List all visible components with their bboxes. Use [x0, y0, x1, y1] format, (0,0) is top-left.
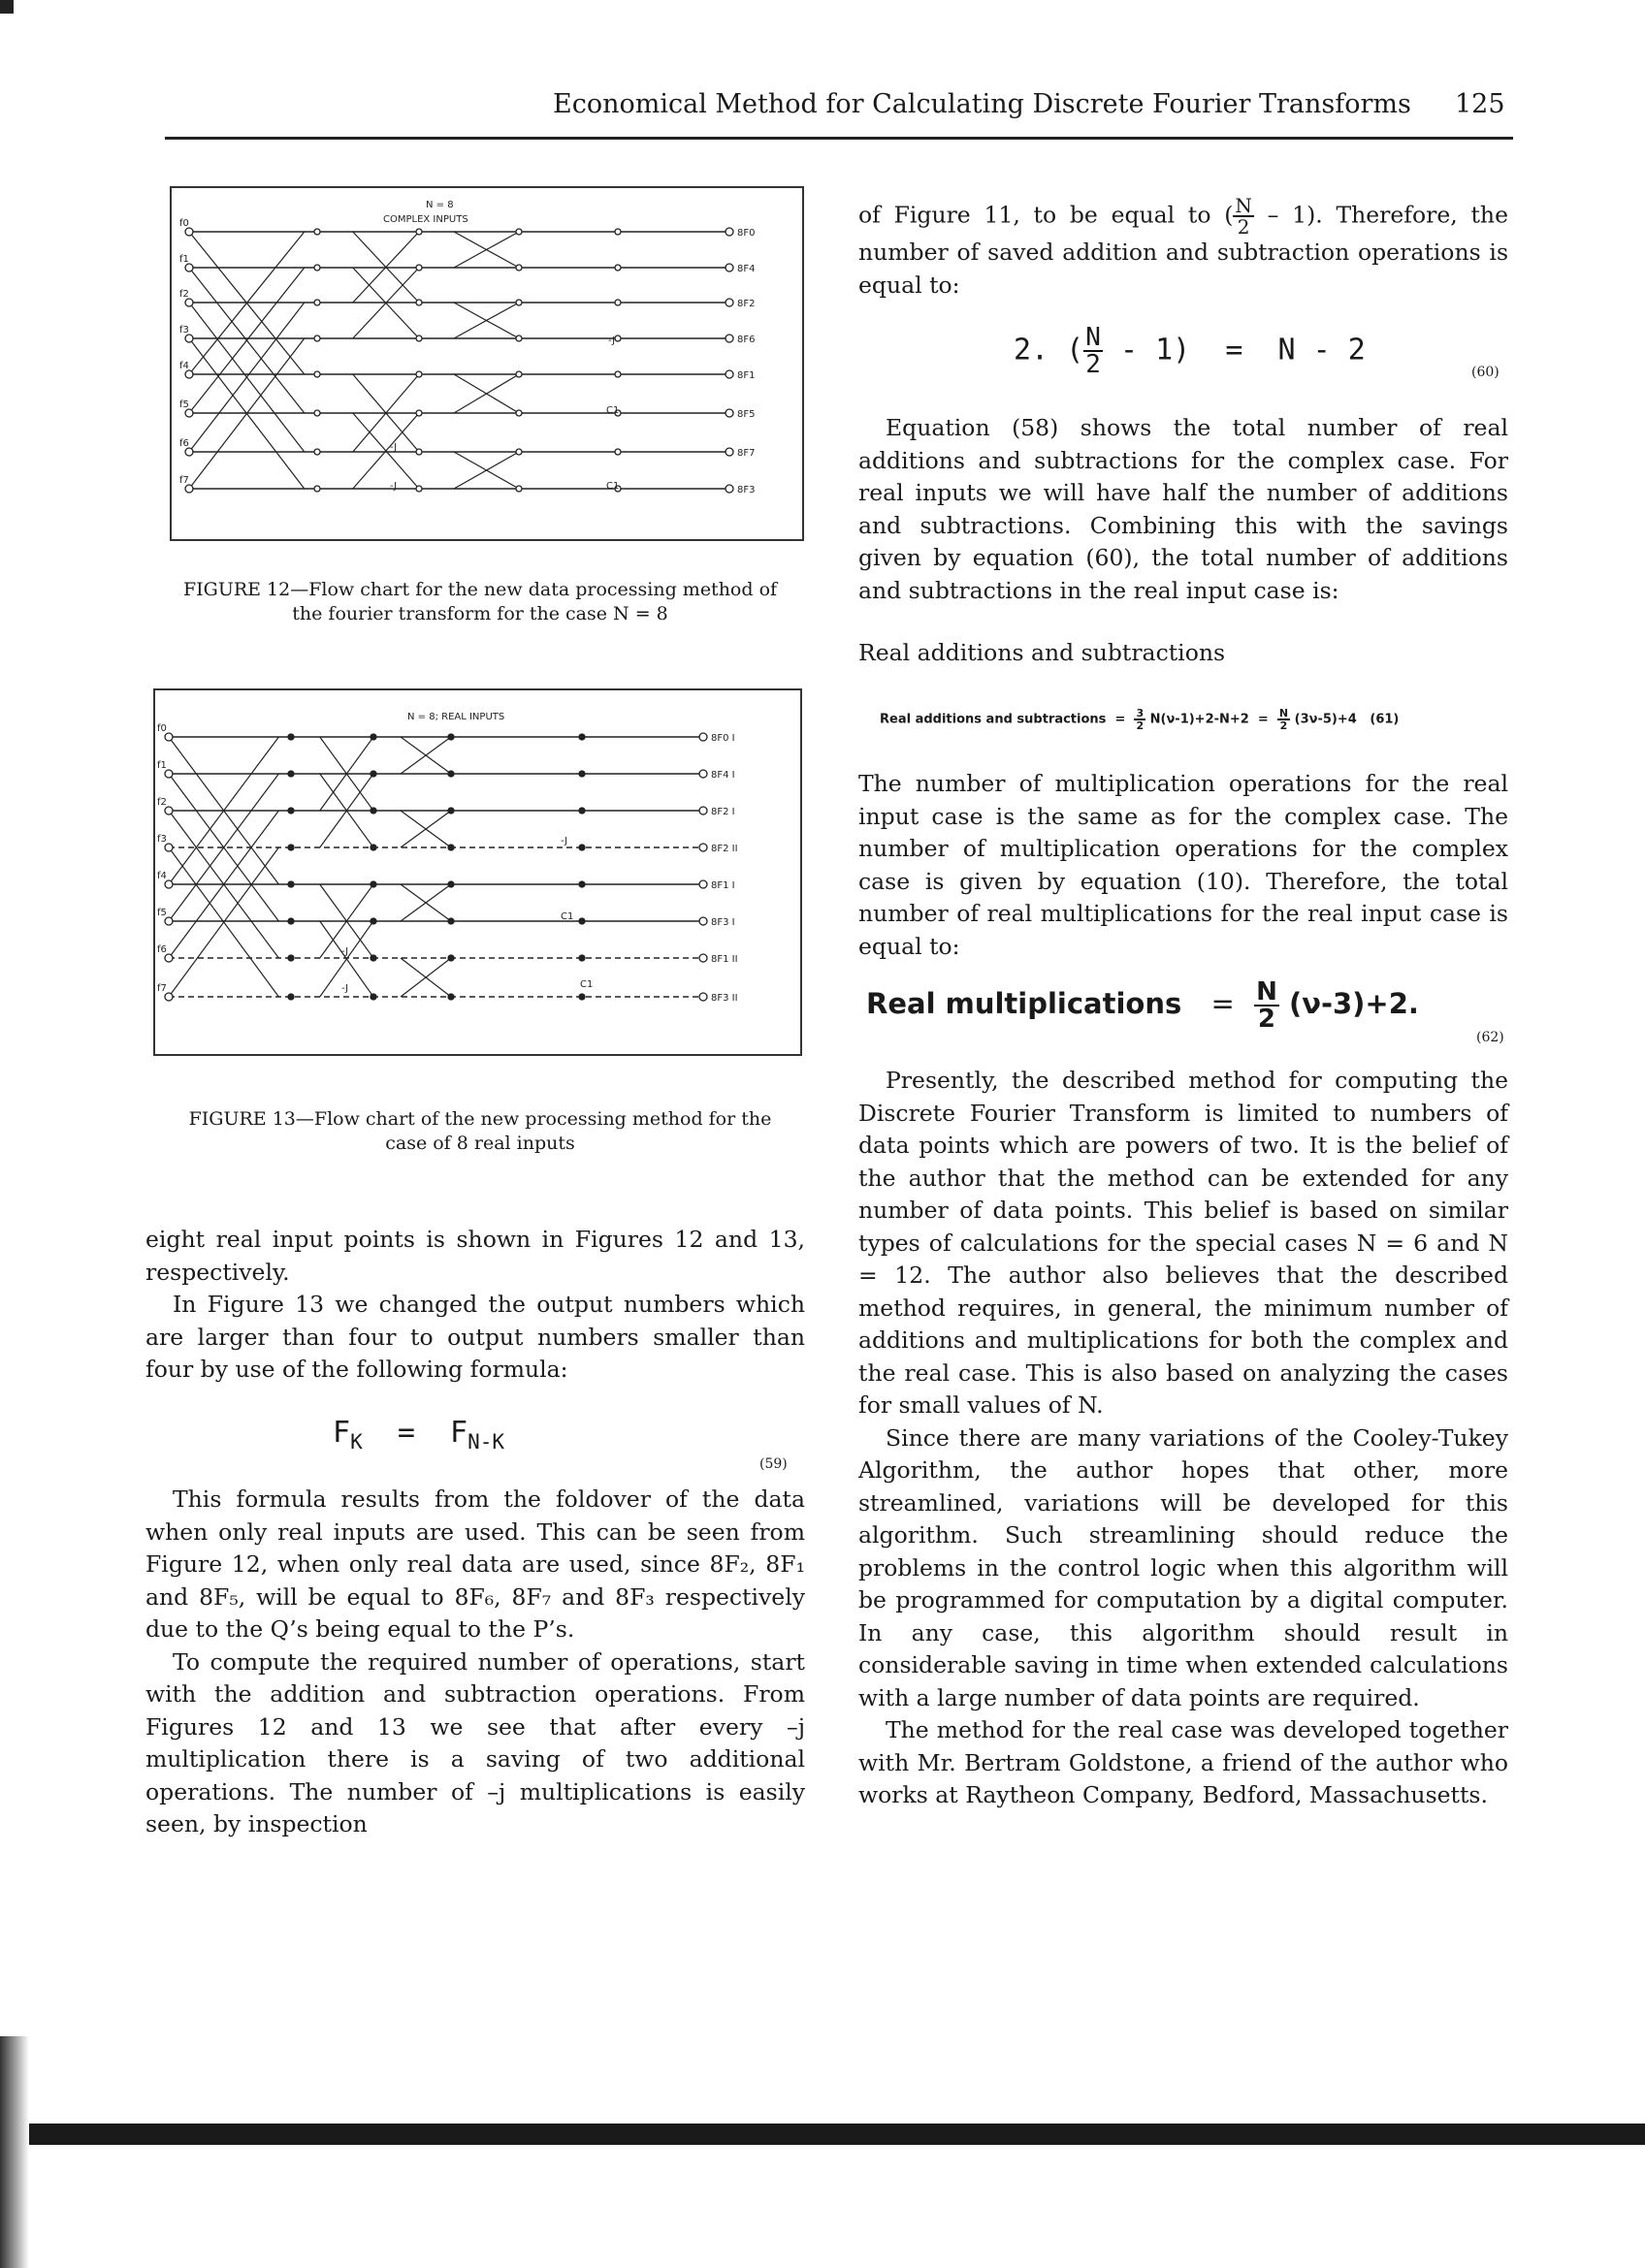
flow-node — [314, 486, 320, 492]
flow-node — [579, 918, 585, 924]
flow-node — [726, 409, 733, 417]
flow-node — [371, 994, 376, 1000]
caption-line: FIGURE 12—Flow chart for the new data processing method of — [182, 579, 778, 600]
flow-node — [448, 771, 454, 777]
output-label: 8F4 I — [711, 770, 735, 781]
flow-node — [165, 770, 173, 778]
flow-node — [371, 845, 376, 850]
caption-line: the fourier transform for the case N = 8 — [292, 603, 668, 624]
flow-node — [314, 335, 320, 341]
flow-node — [726, 299, 733, 306]
input-label: f0 — [157, 723, 167, 734]
input-label: f4 — [179, 361, 189, 371]
output-label: 8F2 II — [711, 844, 738, 854]
eq-subscript: N-K — [468, 1430, 505, 1453]
flow-node — [516, 410, 522, 416]
flow-node — [579, 771, 585, 777]
eq-part: 2. ( — [1014, 333, 1084, 367]
paragraph: To compute the required number of operations, start with the addition and subtraction operations. From Figures 12 and 13 we see that after every –j multiplication there is a saving of two additional operations. The number of –j multiplications is easily seen, by inspection — [145, 1647, 805, 1837]
equation-number-60: (60) — [1471, 365, 1500, 380]
fraction-numerator: N — [1235, 194, 1252, 217]
input-label: f7 — [157, 983, 167, 994]
input-label: f6 — [157, 944, 167, 955]
page-number: 125 — [1455, 89, 1505, 119]
eq-equals: = — [1210, 987, 1235, 1020]
figure-12-caption — [145, 578, 815, 626]
flow-node — [448, 955, 454, 961]
fraction — [1254, 979, 1279, 1032]
input-label: f2 — [157, 797, 167, 808]
caption-line: case of 8 real inputs — [385, 1133, 575, 1154]
flow-node — [371, 918, 376, 924]
flow-node — [314, 265, 320, 271]
paragraph: Equation (58) shows the total number of real additions and subtractions for the complex case. For real inputs we will have half the number of additions and subtractions. Combining this with the savings given by equation (60), the total number of additions and subtractions in the real input case is: — [858, 414, 1508, 604]
output-label: 8F1 — [737, 370, 756, 381]
right-column-p2 — [858, 412, 1508, 607]
output-label: 8F4 — [737, 264, 756, 274]
flow-node — [185, 228, 193, 236]
eq-symbol: F — [450, 1416, 468, 1450]
flow-node — [314, 410, 320, 416]
flow-node — [288, 955, 294, 961]
flow-node — [726, 264, 733, 272]
input-label: f1 — [179, 254, 189, 265]
input-label: f0 — [179, 218, 189, 229]
fraction — [1233, 196, 1254, 237]
flow-node — [416, 335, 422, 341]
multiplier-label: -J — [390, 442, 398, 453]
eq-part: N(ν-1)+2-N+2 — [1149, 712, 1249, 727]
flow-node — [448, 734, 454, 740]
input-label: f3 — [157, 834, 167, 845]
multiplier-label: -J — [341, 946, 349, 957]
input-label: f6 — [179, 438, 189, 449]
flow-node — [448, 845, 454, 850]
fraction-denominator: 2 — [1085, 350, 1101, 379]
output-label: 8F3 I — [711, 917, 735, 928]
output-label: 8F0 — [737, 228, 756, 239]
eq-part: (3ν-5)+4 — [1294, 712, 1357, 727]
fraction-denominator: 2 — [1237, 215, 1250, 239]
output-label: 8F5 — [737, 409, 756, 420]
multiplier-label: -J — [561, 836, 568, 847]
flow-node — [288, 918, 294, 924]
output-label: 8F7 — [737, 448, 756, 459]
output-label: 8F1 I — [711, 880, 735, 891]
right-column-p3 — [858, 637, 1508, 670]
eq-part: - 1) = N - 2 — [1102, 333, 1366, 367]
flow-node — [371, 734, 376, 740]
flow-node — [288, 734, 294, 740]
fraction-denominator: 2 — [1257, 1005, 1275, 1034]
figure-12-flowchart — [172, 188, 802, 539]
paragraph: Presently, the described method for computing the Discrete Fourier Transform is limited to numbers of data points which are powers of two. It is the belief of the author that the method can be extended for any number of data points. This belief is based on similar types of calculations for the special cases N = 6 and N = 12. The author also believes that the described method requires, in general, the minimum number of additions and multiplications for both the complex and the real case. This is also based on analyzing the cases for small values of N. — [858, 1067, 1508, 1419]
flow-node — [579, 955, 585, 961]
flow-node — [579, 845, 585, 850]
caption-line: FIGURE 13—Flow chart of the new processing method for the — [188, 1108, 772, 1130]
flow-node — [579, 734, 585, 740]
paragraph: This formula results from the foldover of the data when only real inputs are used. This can be seen from Figure 12, when only real data are used, since 8F₂, 8F₁ and 8F₅, will be equal to 8F₆, 8F₇ and 8F₃ respectively due to the Q’s being equal to the P’s. — [145, 1485, 805, 1643]
flow-node — [314, 229, 320, 235]
flow-node — [726, 370, 733, 378]
fraction — [1083, 325, 1103, 377]
eq-label: Real multiplications — [866, 987, 1182, 1020]
output-label: 8F3 II — [711, 993, 738, 1004]
flow-node — [288, 771, 294, 777]
flow-node — [699, 880, 707, 888]
flow-node — [699, 954, 707, 962]
equation-60 — [1014, 325, 1366, 377]
flow-node — [416, 371, 422, 377]
header-title: Economical Method for Calculating Discrete Fourier Transforms — [553, 89, 1411, 119]
paragraph — [858, 196, 1508, 302]
flow-node — [416, 486, 422, 492]
output-label: 8F3 — [737, 485, 756, 495]
fig12-n-label: N = 8 — [426, 200, 454, 210]
fraction-denominator: 2 — [1279, 719, 1288, 732]
multiplier-label: C1 — [580, 979, 594, 990]
flow-node — [726, 485, 733, 493]
flow-node — [516, 371, 522, 377]
flow-node — [165, 917, 173, 925]
flow-node — [314, 449, 320, 455]
flow-node — [165, 993, 173, 1001]
flow-node — [516, 300, 522, 305]
flow-node — [726, 228, 733, 236]
fraction — [1277, 708, 1290, 731]
flow-node — [699, 844, 707, 851]
paragraph: eight real input points is shown in Figures 12 and 13, respectively. — [145, 1226, 805, 1286]
flow-node — [699, 770, 707, 778]
eq-equals: = — [1114, 712, 1126, 727]
flow-node — [185, 485, 193, 493]
flow-node — [371, 808, 376, 814]
multiplier-label: -J — [608, 335, 616, 346]
flow-node — [371, 881, 376, 887]
output-label: 8F2 I — [711, 807, 735, 817]
flow-node — [165, 954, 173, 962]
output-label: 8F2 — [737, 299, 756, 309]
flow-node — [185, 299, 193, 306]
fraction-denominator: 2 — [1136, 719, 1145, 732]
flow-node — [371, 771, 376, 777]
flow-node — [185, 448, 193, 456]
output-label: 8F6 — [737, 335, 756, 345]
flow-node — [699, 917, 707, 925]
eq-equals: = — [397, 1416, 415, 1450]
flow-node — [726, 335, 733, 342]
flow-node — [165, 807, 173, 815]
flow-node — [288, 845, 294, 850]
equation-62 — [866, 979, 1419, 1032]
flow-node — [371, 955, 376, 961]
fig12-title: COMPLEX INPUTS — [383, 214, 468, 225]
paragraph: Since there are many variations of the Cooley-Tukey Algorithm, the author hopes that other, more streamlined, variations will be developed for this algorithm. Such streamlining should reduce the problems in the control logic when this algorithm will be programmed for computation by a digital computer. In any case, this algorithm should result in considerable saving in time when extended calculations with a large number of data points are required. — [858, 1423, 1508, 1711]
flow-node — [416, 410, 422, 416]
flow-node — [516, 486, 522, 492]
flow-node — [288, 994, 294, 1000]
eq-label: Real additions and subtractions — [880, 712, 1107, 727]
input-label: f7 — [179, 475, 189, 486]
flow-node — [699, 733, 707, 741]
flow-node — [288, 881, 294, 887]
equation-number-59: (59) — [759, 1456, 788, 1472]
flow-node — [448, 994, 454, 1000]
eq-subscript: K — [350, 1430, 363, 1453]
paragraph: Real additions and subtractions — [858, 639, 1226, 666]
flow-node — [185, 264, 193, 272]
input-label: f3 — [179, 325, 189, 335]
flow-node — [579, 881, 585, 887]
flow-node — [615, 335, 621, 341]
flow-node — [165, 844, 173, 851]
equation-number-62: (62) — [1476, 1030, 1504, 1045]
right-column-bottom — [858, 1065, 1508, 1812]
left-column-top — [145, 1224, 805, 1387]
input-label: f5 — [157, 908, 167, 918]
flow-node — [185, 370, 193, 378]
flow-node — [416, 265, 422, 271]
flow-node — [699, 993, 707, 1001]
eq-part: (ν-3)+2. — [1288, 987, 1419, 1020]
paragraph: In Figure 13 we changed the output numbers which are larger than four to output numbers smaller than four by use of the following formula: — [145, 1291, 805, 1383]
input-label: f5 — [179, 399, 189, 410]
flow-node — [615, 449, 621, 455]
flow-node — [615, 300, 621, 305]
left-column-bottom — [145, 1484, 805, 1841]
flow-node — [314, 300, 320, 305]
flow-node — [416, 300, 422, 305]
multiplier-label: -J — [341, 983, 349, 994]
fraction-numerator: 3 — [1136, 707, 1145, 719]
output-label: 8F1 II — [711, 954, 738, 965]
flow-node — [615, 229, 621, 235]
fig13-title: N = 8; REAL INPUTS — [407, 712, 505, 722]
flow-node — [516, 449, 522, 455]
eq-equals: = — [1257, 712, 1269, 727]
figure-12 — [170, 186, 804, 541]
right-column-p1 — [858, 196, 1508, 302]
figure-13-flowchart — [155, 690, 800, 1054]
flow-node — [516, 265, 522, 271]
flow-node — [416, 449, 422, 455]
multiplier-label: C1 — [561, 911, 574, 922]
flow-node — [165, 733, 173, 741]
input-label: f4 — [157, 871, 167, 881]
flow-node — [699, 807, 707, 815]
fraction-numerator: N — [1085, 323, 1101, 352]
eq-symbol: F — [333, 1416, 351, 1450]
multiplier-label: C1 — [606, 405, 620, 416]
figure-13-caption — [145, 1107, 815, 1156]
paragraph: The method for the real case was developed together with Mr. Bertram Goldstone, a friend of the author who works at Raytheon Company, Bedford, Massachusetts. — [858, 1716, 1508, 1808]
flow-node — [185, 335, 193, 342]
flow-node — [448, 881, 454, 887]
flow-node — [288, 808, 294, 814]
header-rule — [165, 137, 1513, 140]
text-run: – 1). Therefore, the number of saved addition and subtraction operations is equal to: — [858, 201, 1508, 299]
flow-node — [516, 335, 522, 341]
flow-node — [165, 880, 173, 888]
figure-13 — [153, 688, 802, 1056]
flow-node — [726, 448, 733, 456]
input-label: f1 — [157, 760, 167, 771]
scan-left-edge — [0, 2036, 29, 2268]
multiplier-label: -J — [390, 481, 398, 492]
flow-node — [416, 229, 422, 235]
text-run: of Figure 11, to be equal to ( — [858, 201, 1234, 229]
equation-61 — [880, 708, 1399, 731]
fraction-numerator: N — [1278, 707, 1289, 719]
scan-bottom-edge — [0, 2124, 1645, 2145]
flow-node — [314, 371, 320, 377]
scan-corner — [0, 0, 14, 14]
paragraph: The number of multiplication operations for the real input case is the same as for the complex case. The number of multiplication operations for the complex case is given by equation (10). Therefore, the total number of real multiplications for the real input case is equal to: — [858, 770, 1508, 960]
output-label: 8F0 I — [711, 733, 735, 744]
right-column-p4 — [858, 768, 1508, 963]
multiplier-label: C1 — [606, 481, 620, 492]
fraction-numerator: N — [1256, 977, 1277, 1006]
fraction — [1134, 708, 1145, 731]
flow-node — [448, 918, 454, 924]
flow-node — [579, 994, 585, 1000]
equation-59 — [333, 1416, 504, 1453]
flow-node — [516, 229, 522, 235]
flow-node — [448, 808, 454, 814]
equation-number-61: (61) — [1370, 712, 1400, 727]
flow-node — [615, 371, 621, 377]
flow-node — [615, 265, 621, 271]
flow-node — [185, 409, 193, 417]
input-label: f2 — [179, 289, 189, 300]
flow-node — [579, 808, 585, 814]
